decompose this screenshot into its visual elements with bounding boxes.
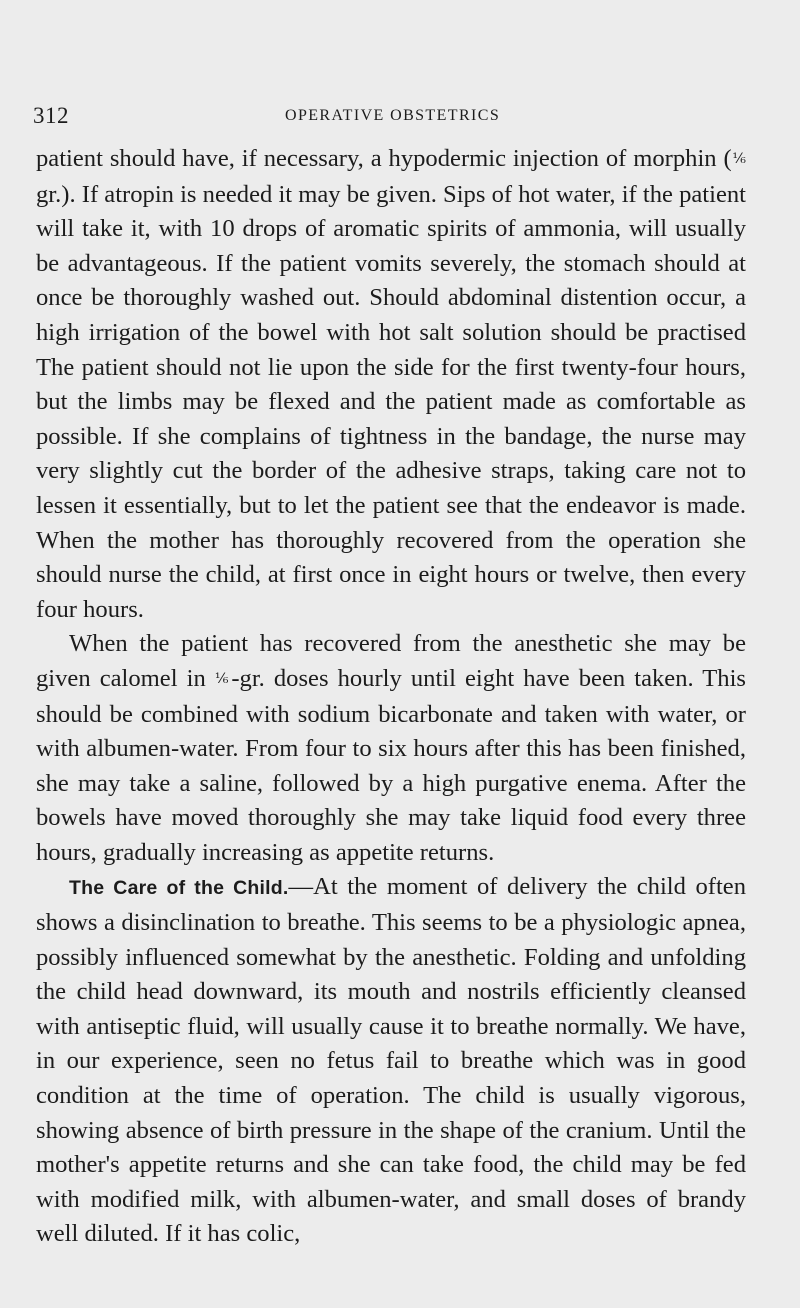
running-head (33, 103, 750, 129)
body-text (36, 142, 746, 1252)
paragraph-child-care-text: —At the moment of delivery the child often shows a disinclination to breathe. This seems to be a physiologic apnea, possibly influenced somewhat by the anesthetic. Folding and unfolding the child head downward, its mouth and nostrils efficiently cleansed with antiseptic fluid, will usually cause it to breathe normally. We have, in our experience, seen no fetus fail to breathe which was in good condition at the time of operation. The child is usually vigorous, showing absence of birth pressure in the shape of the cranium. Until the mother's appetite returns and she can take food, the child may be fed with modified milk, with albumen-water, and small doses of brandy well diluted. If it has colic, (36, 873, 746, 1248)
paragraph-aftercare (36, 142, 746, 627)
paragraph-aftercare-text-b: gr.). If atropin is needed it may be given. Sips of hot water, if the patient will take it, with 10 drops of aromatic spirits of ammonia, will usually be advantageous. If the patient vomits severely, the stomach should at once be thoroughly washed out. Should abdominal distention occur, a high irrigation of the bowel with hot salt solution should be practised The patient should not lie upon the side for the first twenty-four hours, but the limbs may be flexed and the patient made as comfortable as possible. If she complains of tightness in the bandage, the nurse may very slightly cut the border of the adhesive straps, taking care not to lessen it essentially, but to let the patient see that the endeavor is made. When the mother has thoroughly recovered from the operation she should nurse the child, at first once in eight hours or twelve, then every four hours. (36, 180, 746, 623)
paragraph-recovery-text-a: When the patient has recovered from the anesthetic she may be given calomel in (36, 630, 746, 692)
paragraph-aftercare-text-a: patient should have, if necessary, a hypodermic injection of morphin ( (36, 145, 732, 172)
calomel-fraction: ⅙ (214, 671, 232, 687)
paragraph-recovery-text-b: -gr. doses hourly until eight have been taken. This should be combined with sodium bicarbonate and taken with water, or with albumen-water. From four to six hours after this has been finished, she may take a saline, followed by a high purgative enema. After the bowels have moved thoroughly she may take liquid food every three hours, gradually increasing as appetite returns. (36, 664, 747, 866)
page-number: 312 (33, 103, 69, 128)
dose-fraction: ⅙ (731, 152, 746, 167)
section-heading: The Care of the Child. (69, 877, 289, 900)
paragraph-recovery (36, 627, 746, 870)
paragraph-child-care (36, 870, 746, 1252)
running-title: OPERATIVE OBSTETRICS (285, 107, 501, 124)
